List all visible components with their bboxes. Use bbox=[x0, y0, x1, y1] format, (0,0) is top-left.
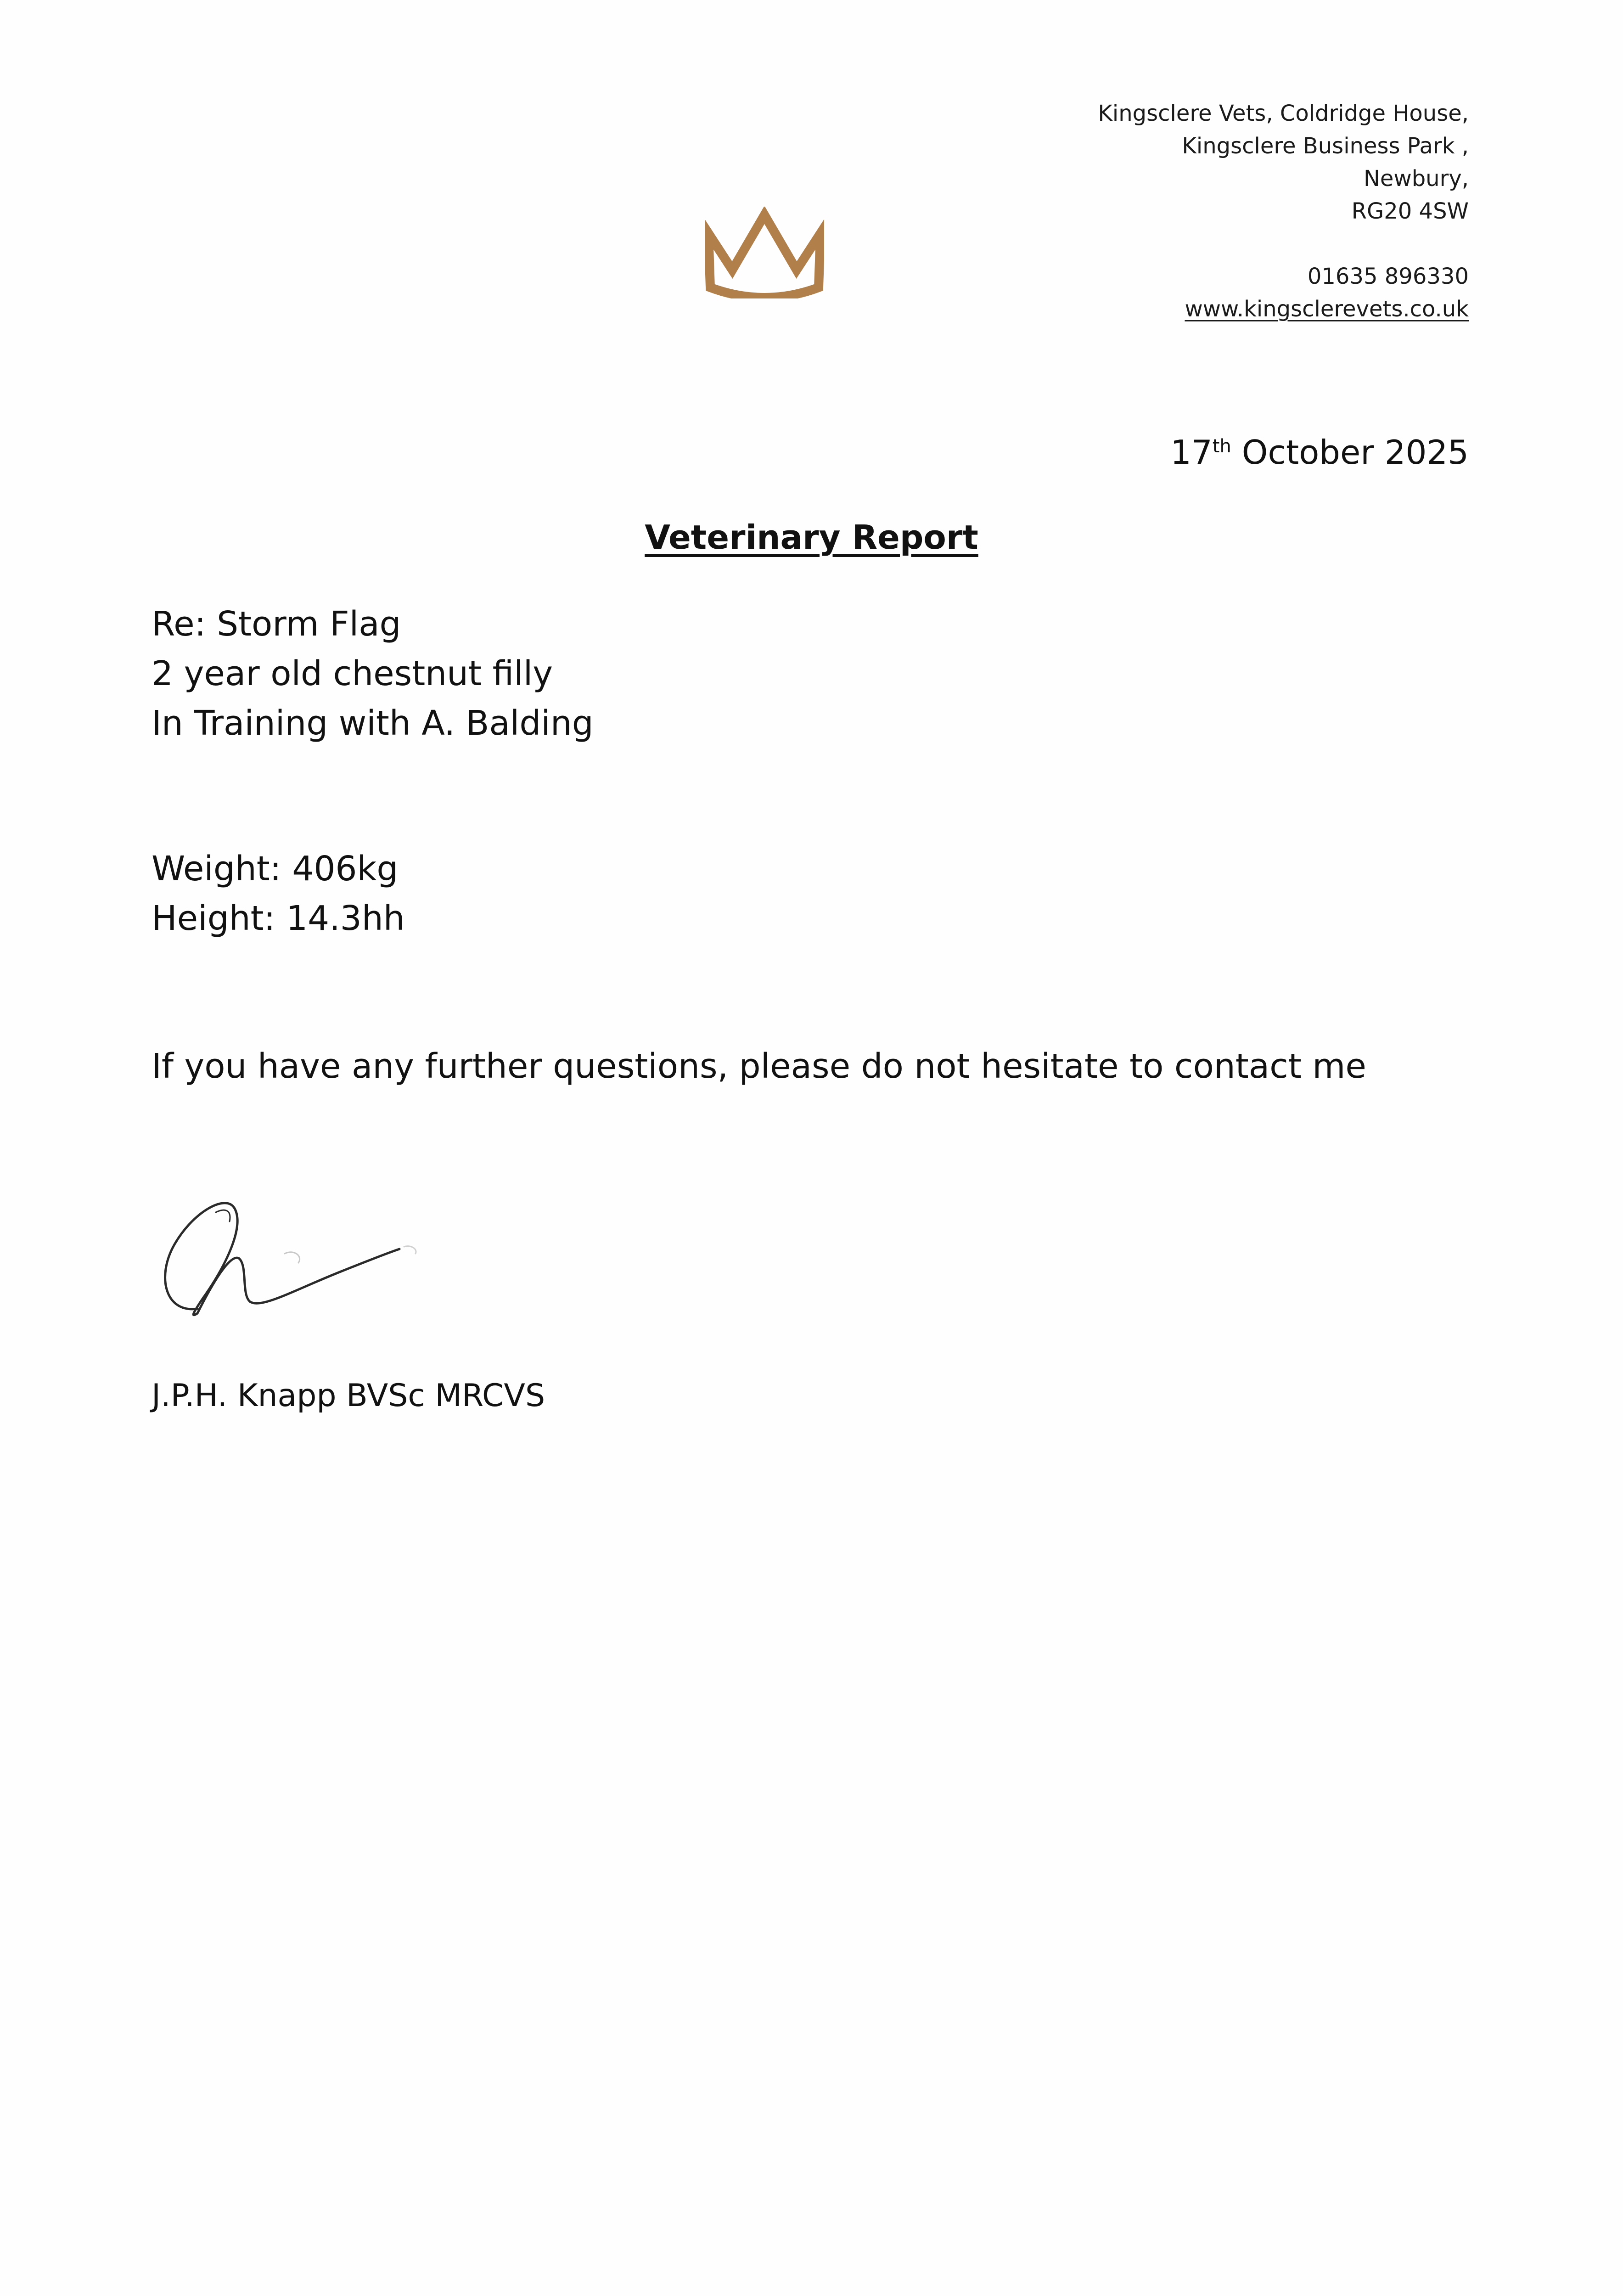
letter-date bbox=[1170, 432, 1469, 473]
website-link[interactable]: www.kingsclerevets.co.uk bbox=[1185, 296, 1469, 322]
date-month-year: October 2025 bbox=[1241, 433, 1469, 472]
subject-re-line: Re: Storm Flag bbox=[152, 604, 401, 644]
crown-icon bbox=[705, 207, 824, 298]
report-title: Veterinary Report bbox=[645, 518, 978, 557]
letterhead-address bbox=[1098, 97, 1469, 326]
date-suffix: th bbox=[1212, 436, 1231, 457]
subject-block bbox=[152, 599, 594, 748]
weight-line: Weight: 406kg bbox=[152, 849, 399, 889]
address-spacer bbox=[1098, 228, 1469, 260]
address-line-2: Kingsclere Business Park , bbox=[1182, 133, 1469, 159]
signature-image bbox=[147, 1176, 432, 1341]
height-line: Height: 14.3hh bbox=[152, 899, 405, 938]
report-title-row bbox=[0, 517, 1623, 558]
phone-number: 01635 896330 bbox=[1307, 264, 1469, 289]
address-line-1: Kingsclere Vets, Coldridge House, bbox=[1098, 101, 1469, 126]
subject-trainer: In Training with A. Balding bbox=[152, 703, 594, 743]
subject-description: 2 year old chestnut filly bbox=[152, 654, 553, 693]
address-line-3: Newbury, bbox=[1364, 166, 1469, 191]
measurements-block bbox=[152, 844, 405, 943]
signatory-name: J.P.H. Knapp BVSc MRCVS bbox=[152, 1378, 545, 1414]
address-line-4: RG20 4SW bbox=[1351, 198, 1469, 224]
date-day: 17 bbox=[1170, 433, 1213, 472]
closing-line: If you have any further questions, please do not hesitate to contact me bbox=[152, 1047, 1366, 1086]
